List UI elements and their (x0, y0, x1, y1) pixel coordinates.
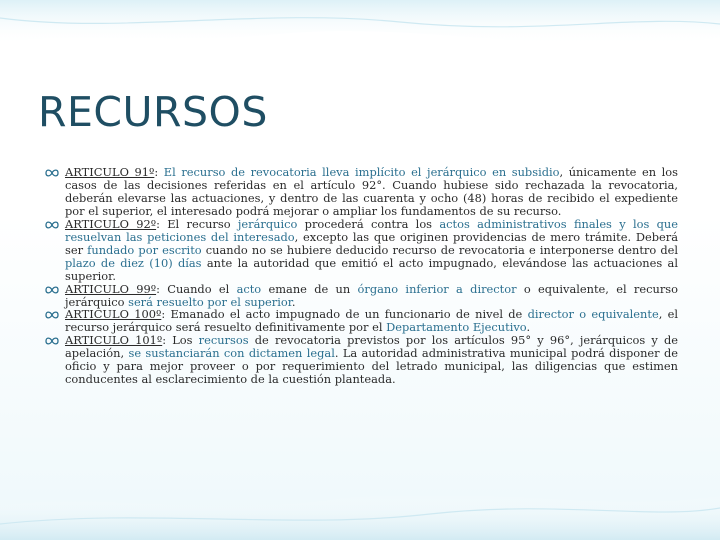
highlighted-text: jerárquico (237, 216, 298, 231)
paragraph-text: , excepto las que originen providencias de mero trámite. Deberá ser (65, 229, 679, 257)
article-paragraph (44, 334, 678, 386)
paragraph-text: : (154, 165, 164, 179)
highlighted-text: acto (236, 281, 262, 296)
infinity-icon (44, 284, 60, 296)
infinity-icon (44, 309, 60, 321)
article-heading: ARTICULO 92º (65, 216, 157, 231)
article-heading: ARTICULO 101º (65, 333, 163, 348)
paragraph-text: , el recurso jerárquico será resuelto definitivamente por el (65, 307, 678, 335)
highlighted-text: Departamento Ejecutivo (386, 320, 527, 335)
paragraph-text: : Cuando el (156, 281, 237, 296)
paragraph-text: procederá contra los (297, 216, 440, 231)
highlighted-text: recursos (198, 333, 249, 348)
highlighted-text: fundado por escrito (87, 242, 202, 257)
paragraph-text: emane de un (261, 281, 358, 296)
paragraph-text: . La autoridad administrativa municipal podrá disponer de oficio y para mejor proveer o por requerimiento del letrado municipal, las diligencias que estimen conducentes al esclarecimiento de la cuestión planteada. (65, 346, 679, 387)
highlighted-text: será resuelto por el superior (128, 294, 292, 309)
paragraph-text: : El recurso (156, 216, 238, 231)
infinity-icon (44, 219, 60, 231)
paragraph-text: , únicamente en los casos de las decisiones referidas en el artículo 92°. Cuando hubiese sido rechazada la revocatoria, deberán elevarse las actuaciones, y dentro de las cuarenta y ocho (48) horas de recibido el expediente por el superior, el interesado podrá mejorar o ampliar los fundamentos de su recurso. (65, 165, 679, 218)
infinity-icon (44, 335, 60, 347)
highlighted-text: órgano inferior a director (357, 281, 517, 296)
article-heading: ARTICULO 100º (65, 307, 162, 322)
infinity-icon (44, 167, 60, 179)
paragraph-text: . (291, 294, 296, 309)
body-text-list (44, 166, 678, 386)
paragraph-text: : Emanado el acto impugnado de un funcionario de nivel de (161, 307, 528, 322)
article-paragraph (44, 283, 678, 309)
paragraph-text: . (526, 320, 531, 335)
paragraph-text: de revocatoria previstos por los artículos 95° y 96°, jerárquicos y de apelación, (65, 333, 678, 361)
highlighted-text: El recurso de revocatoria lleva implícito el jerárquico en subsidio (163, 165, 560, 179)
highlighted-text: director o equivalente (527, 307, 659, 322)
paragraph-text: ante la autoridad que emitió el acto impugnado, elevándose las actuaciones al superior. (65, 255, 678, 283)
slide-title: RECURSOS (38, 88, 268, 136)
article-heading: ARTICULO 99º (65, 281, 157, 296)
article-paragraph (44, 166, 678, 218)
paragraph-text: : Los (162, 333, 199, 348)
paragraph-text: o equivalente, el recurso jerárquico (65, 281, 678, 309)
article-heading: ARTICULO 91º (65, 165, 155, 179)
paragraph-text: cuando no se hubiere deducido recurso de revocatoria e interponerse dentro del (201, 242, 679, 257)
article-paragraph (44, 218, 678, 283)
highlighted-text: actos administrativos finales y los que resuelvan las peticiones del interesado (65, 216, 678, 244)
highlighted-text: plazo de diez (10) días (65, 255, 202, 270)
article-paragraph (44, 308, 678, 334)
highlighted-text: se sustanciarán con dictamen legal (128, 346, 335, 361)
